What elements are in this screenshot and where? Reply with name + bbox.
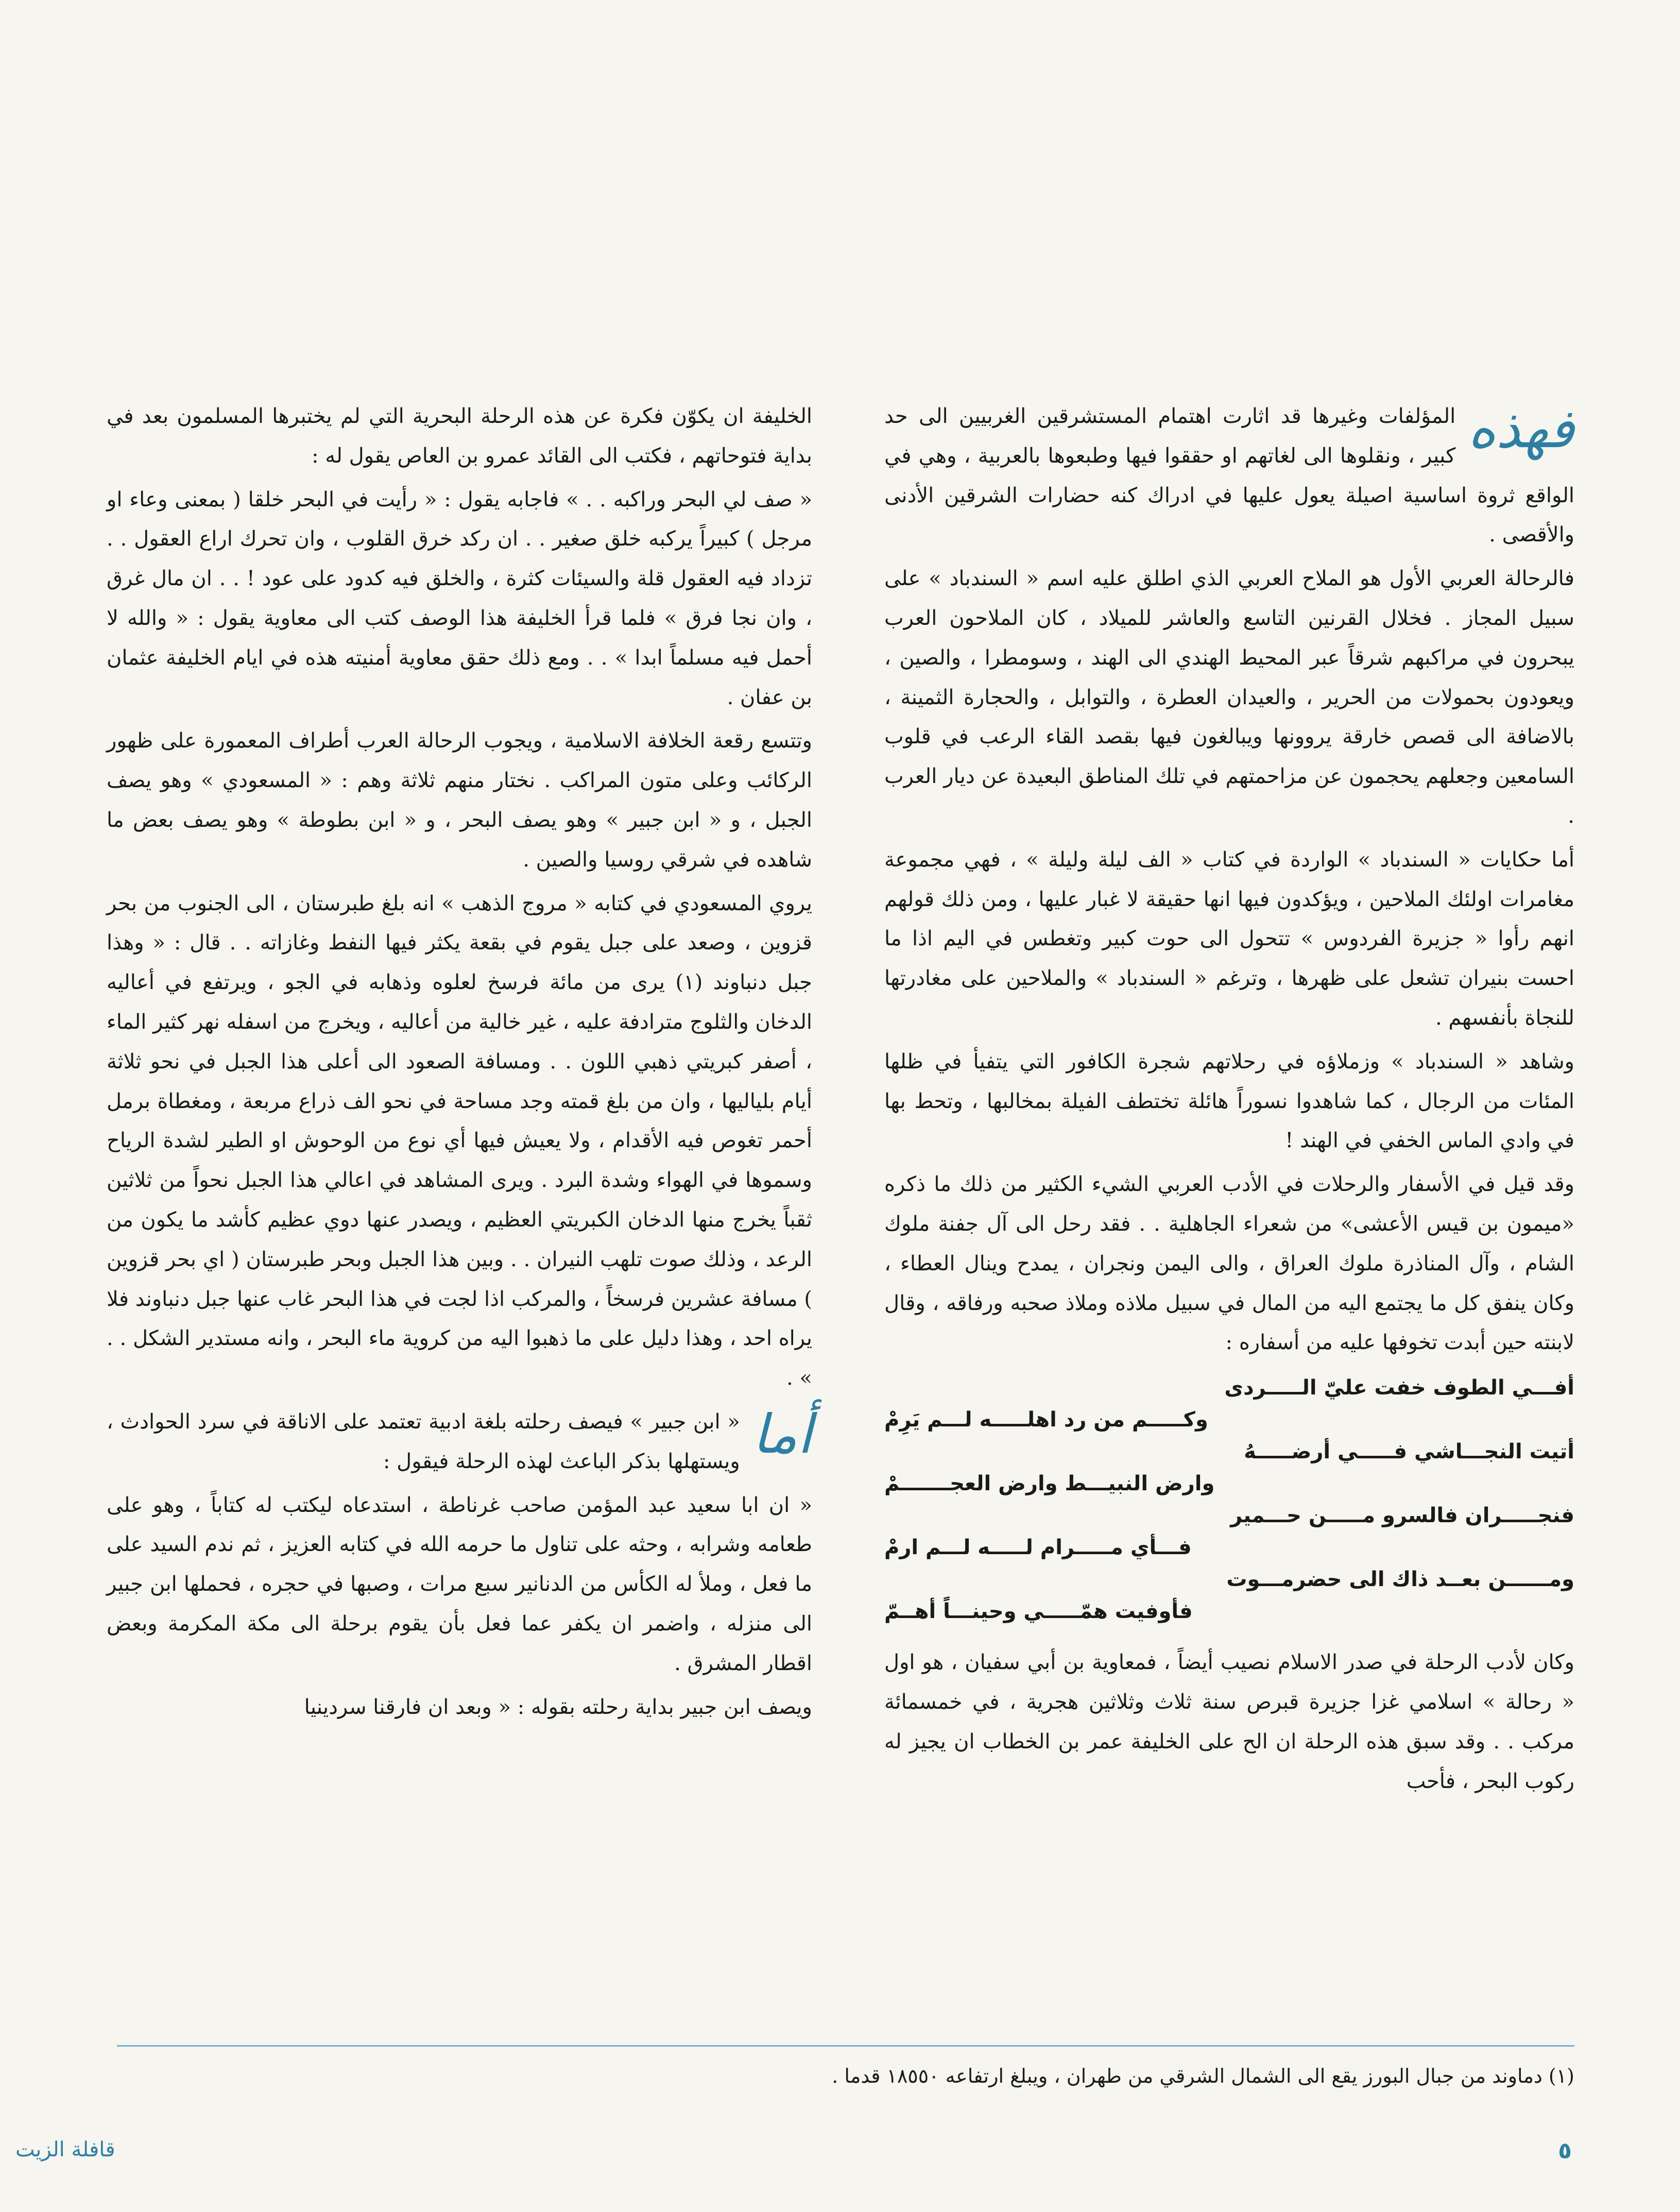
paragraph: ويصف ابن جبير بداية رحلته بقوله : « وبعد ان فارقنا سردينيا: [304, 1695, 812, 1719]
drop-cap: فهذه: [1468, 397, 1574, 460]
verse-line: ومــــــن بعــد ذاك الى حضرمـــوت: [1226, 1568, 1574, 1592]
paragraph-text: المؤلفات وغيرها قد اثارت اهتمام المستشرقين الغربيين الى حد كبير ، ونقلوها الى لغاتهم او حققوا فيها وطبعوها بالعربية ، وهي في الواقع ثروة اساسية اصيلة يعول عليها في ادراك كنه حضارات الشرقين الأدنى والأقصى .: [884, 404, 1574, 547]
verse-line: وكـــــم من رد اهلـــــه لـــم يَرِمْ: [884, 1408, 1208, 1432]
paragraph: وشاهد « السندباد » وزملاؤه في رحلاتهم شجرة الكافور التي يتفيأ في ظلها المئات من الرجال ، كما شاهدوا نسوراً هائلة تختطف الفيلة بمخالبها ، وتحط بها في وادي الماس الخفي في الهند !: [884, 1049, 1574, 1153]
poem-verses: [884, 1372, 1574, 1627]
verse-line: وارض النبيـــط وارض العجـــــــمْ: [884, 1472, 1215, 1496]
right-column: [884, 397, 1574, 1805]
paragraph: [107, 1402, 812, 1482]
drop-cap: أما: [752, 1402, 812, 1466]
paragraph: يروي المسعودي في كتابه « مروج الذهب » انه بلغ طبرستان ، الى الجنوب من بحر قزوين ، وصعد على جبل يقوم في بقعة يكثر فيها النفط وغازاته . . قال : « وهذا جبل دنباوند (١) يرى من مائة فرسخ لعلوه وذهابه في الجو ، ويرتفع في أعاليه الدخان والثلوج مترادفة عليه ، غير خالية من أعاليه ، ويخرج من اسفله نهر كثير الماء ، أصفر كبريتي ذهبي اللون . . ومسافة الصعود الى أعلى هذا الجبل في نحو ثلاثة أيام بلياليها ، وان من بلغ قمته وجد مساحة في نحو الف ذراع مربعة ، ومغطاة برمل أحمر تغوص فيه الأقدام ، ولا يعيش فيها أي نوع من الوحوش او الطير لشدة الرياح وسموها في الهواء وشدة البرد . ويرى المشاهد في اعالي هذا الجبل نحواً من ثلاثين ثقباً يخرج منها الدخان الكبريتي العظيم ، ويصدر عنها دوي عظيم كأشد ما يكون من الرعد ، وذلك صوت تلهب النيران . . وبين هذا الجبل وبحر طبرستان ( اي بحر قزوين ) مسافة عشرين فرسخاً ، والمركب اذا لجت في هذا البحر غاب عنها جبل دنباوند فلا يراه احد ، وهذا دليل على ما ذهبوا اليه من كروية ماء البحر ، وانه مستدير الشكل . . » .: [107, 891, 812, 1390]
paragraph: وكان لأدب الرحلة في صدر الاسلام نصيب أيضاً ، فمعاوية بن أبي سفيان ، هو اول « رحالة » اسلامي غزا جزيرة قبرص سنة ثلاث وثلاثين هجرية ، في خمسمائة مركب . . وقد سبق هذه الرحلة ان الح على الخليفة عمر بن الخطاب ان يجيز له ركوب البحر ، فأحب: [884, 1651, 1574, 1793]
magazine-name: قافلة الزيت: [15, 2138, 115, 2162]
paragraph: الخليفة ان يكوّن فكرة عن هذه الرحلة البحرية التي لم يختبرها المسلمون بعد في بداية فتوحاتهم ، فكتب الى القائد عمرو بن العاص يقول له :: [107, 404, 812, 468]
left-column: [107, 397, 812, 1731]
paragraph: « صف لي البحر وراكبه . . » فاجابه يقول : « رأيت في البحر خلقا ( بمعنى وعاء او مرجل ) كبيراً يركبه خلق صغير . . ان ركد خرق القلوب ، وان تحرك اراع العقول . . تزداد فيه العقول قلة والسيئات كثرة ، والخلق فيه كدود على عود ! . . ان مال غرق ، وان نجا فرق » فلما قرأ الخليفة هذا الوصف كتب الى معاوية يقول : « والله لا أحمل فيه مسلماً ابدا » . . ومع ذلك حقق معاوية أمنيته هذه في ايام الخليفة عثمان بن عفان .: [107, 487, 812, 709]
verse-line: أفـــي الطوف خفت عليّ الـــــردى: [1224, 1376, 1574, 1400]
page-number: ٥: [1558, 2138, 1572, 2164]
verse-line: فـــأي مـــــرام لـــــه لـــم ارمْ: [884, 1536, 1192, 1560]
footnote: (١) دماوند من جبال البورز يقع الى الشمال الشرقي من طهران ، ويبلغ ارتفاعه ١٨٥٥٠ قدما .: [832, 2065, 1574, 2087]
paragraph-text: « ابن جبير » فيصف رحلته بلغة ادبية تعتمد على الاناقة في سرد الحوادث ، ويستهلها بذكر الباعث لهذه الرحلة فيقول :: [107, 1409, 740, 1473]
paragraph: وقد قيل في الأسفار والرحلات في الأدب العربي الشيء الكثير من ذلك ما ذكره «ميمون بن قيس الأعشى» من شعراء الجاهلية . . فقد رحل الى آل جفنة ملوك الشام ، وآل المناذرة ملوك العراق ، والى اليمن ونجران ، يمدح وينال العطاء ، وكان ينفق كل ما يجتمع اليه من المال في سبيل ملاذه وملاذ صحبه ورفاقه ، وقال لابنته حين أبدت تخوفها عليه من أسفاره :: [884, 1172, 1575, 1355]
verse-line: فنجـــــران فالسرو مـــــن حـــمير: [1230, 1504, 1574, 1528]
verse-line: أتيت النجـــاشي فـــــي أرضـــــهُ: [1244, 1440, 1574, 1464]
paragraph: وتتسع رقعة الخلافة الاسلامية ، ويجوب الرحالة العرب أطراف المعمورة على ظهور الركائب وعلى متون المراكب . نختار منهم ثلاثة وهم : « المسعودي » وهو يصف الجبل ، و « ابن جبير » وهو يصف البحر ، و « ابن بطوطة » وهو يصف بعض ما شاهده في شرقي روسيا والصين .: [107, 729, 812, 872]
paragraph: فالرحالة العربي الأول هو الملاح العربي الذي اطلق عليه اسم « السندباد » على سبيل المجاز . فخلال القرنين التاسع والعاشر للميلاد ، كان الملاحون العرب يبحرون في مراكبهم شرقاً عبر المحيط الهندي الى الهند ، وسومطرا ، والصين ، ويعودون بحمولات من الحرير ، والعيدان العطرة ، والتوابل ، والحجارة الثمينة ، بالاضافة الى قصص خارقة يروونها ويبالغون فيها بقصد القاء الرعب في قلوب السامعين وجعلهم يحجمون عن مزاحمتهم في تلك المناطق البعيدة عن ديار العرب .: [884, 567, 1574, 828]
footnote-divider: [117, 2045, 1574, 2047]
paragraph: « ان ابا سعيد عبد المؤمن صاحب غرناطة ، استدعاه ليكتب له كتاباً ، وهو على طعامه وشرابه ، وحثه على تناول ما حرمه الله في كتابه العزيز ، ثم ندم السيد على ما فعل ، وملأ له الكأس من الدنانير سبع مرات ، وصبها في حجره ، فحملها ابن جبير الى منزله ، واضمر ان يكفر عما فعل بأن يقوم برحلة الى مكة المكرمة وبعض اقطار المشرق .: [107, 1493, 812, 1675]
paragraph: [884, 397, 1574, 555]
verse-line: فأوفيت همّـــــي وحينـــاً أهــمّ: [884, 1600, 1193, 1624]
paragraph: أما حكايات « السندباد » الواردة في كتاب « الف ليلة وليلة » ، فهي مجموعة مغامرات اولئك الملاحين ، ويؤكدون فيها انها حقيقة لا غبار عليها ، ومن ذلك قولهم انهم رأوا « جزيرة الفردوس » تتحول الى حوت كبير وتغطس في اليم اذا ما احست بنيران تشعل على ظهرها ، وترغم « السندباد » والملاحين على مغادرتها للنجاة بأنفسهم .: [884, 847, 1574, 1030]
